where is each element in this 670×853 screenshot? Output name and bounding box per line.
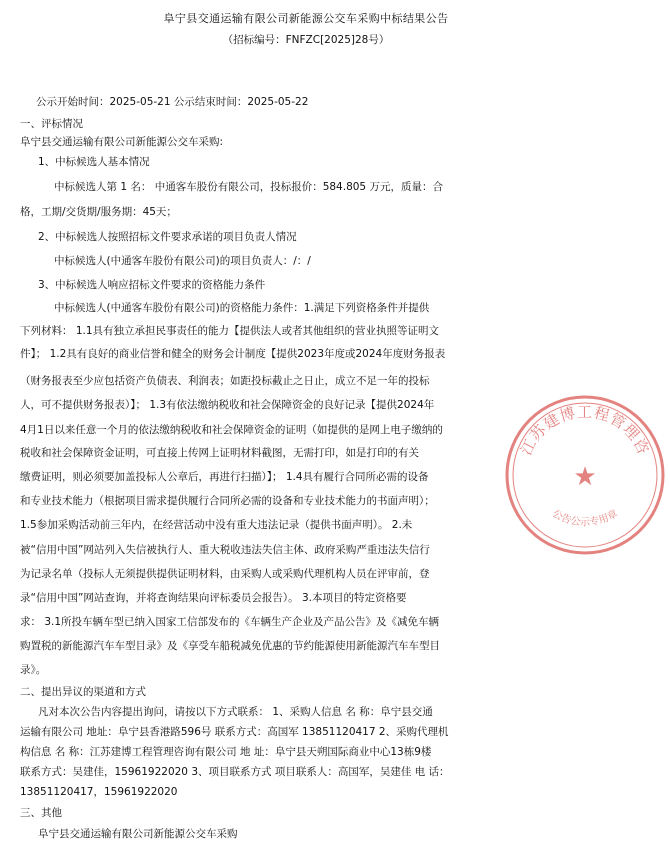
section-1-heading: 一、评标情况 [20,118,83,130]
publish-dates: 公示开始时间：2025-05-21 公示结束时间：2025-05-22 [36,96,309,108]
paragraph-line: 人，可不提供财务报表）】； 1.3有依法缴纳税收和社会保障资金的良好记录【提供2024年 [20,399,435,411]
paragraph-line: 格，工期/交货期/服务期：45天； [20,206,177,218]
seal-star-icon: ★ [573,462,597,492]
paragraph-line: 1.5参加采购活动前三年内，在经营活动中没有重大违法记录（提供书面声明）。 2.未 [20,519,413,531]
seal-bottom-text: 公告公示专用章 [550,508,620,529]
official-seal-stamp [500,390,670,560]
paragraph-line: 联系方式：吴建佳，15961922020 3、项目联系方式 项目联系人：高国军，吴建佳 电 话： [20,766,450,778]
paragraph-line: 录“信用中国”网站查询，并将查询结果向评标委员会报告）。 3.本项目的特定资格要 [20,592,407,604]
paragraph-line: 被“信用中国”网站列入失信被执行人、重大税收违法失信主体、政府采购严重违法失信行 [20,544,430,556]
paragraph-line: 4月1日以来任意一个月的依法缴纳税收和社会保障资金的证明（如提供的是网上电子缴纳的 [20,424,443,436]
paragraph-line: 缴费证明，则必须要加盖投标人公章后，再进行扫描）】； 1.4具有履行合同所必需的设备 [20,471,429,483]
paragraph-line: 构信息 名 称：江苏建博工程管理咨询有限公司 地 址：阜宁县天朔国际商业中心13栋9楼 [20,746,432,758]
subsection-1-3-heading: 3、中标候选人响应招标文件要求的资格能力条件 [38,279,266,291]
paragraph-line: 件】； 1.2具有良好的商业信誉和健全的财务会计制度【提供2023年度或2024年度财务报表 [20,348,446,360]
subsection-1-2-heading: 2、中标候选人按照招标文件要求承诺的项目负责人情况 [38,231,297,243]
notice-title: 阜宁县交通运输有限公司新能源公交车采购中标结果公告 [163,12,449,25]
paragraph-line: 阜宁县交通运输有限公司新能源公交车采购 [38,828,238,840]
paragraph-line: 和专业技术能力（根据项目需求提供履行合同所必需的设备和专业技术能力的书面声明）； [20,495,435,507]
paragraph-line: 为记录名单（投标人无须提供提供证明材料，由采购人或采购代理机构人员在评审前，登 [20,568,430,580]
paragraph-line: 运输有限公司 地址：阜宁县香港路596号 联系方式：高国军 13851120417 2、采购代理机 [20,726,449,738]
paragraph-line: 录》。 [20,664,47,676]
paragraph-line: 税收和社会保障资金证明，可直接上传网上证明材料截图，无需打印，如是打印的有关 [20,447,419,459]
paragraph-line: 中标候选人(中通客车股份有限公司)的资格能力条件：1.满足下列资格条件并提供 [54,302,430,314]
section-2-heading: 二、提出异议的渠道和方式 [20,686,146,698]
paragraph-line: （财务报表至少应包括资产负债表、利润表；如距投标截止之日止，成立不足一年的投标 [20,375,430,387]
paragraph-line: 中标候选人第 1 名： 中通客车股份有限公司，投标报价：584.805 万元，质量：合 [54,181,443,193]
paragraph-line: 凡对本次公告内容提出询问，请按以下方式联系： 1、采购人信息 名 称：阜宁县交通 [38,706,433,718]
paragraph-line: 求： 3.1所投车辆车型已纳入国家工信部发布的《车辆生产企业及产品公告》及《减免车辆 [20,616,440,628]
paragraph-line: 13851120417，15961922020 [20,786,178,798]
paragraph-line: 购置税的新能源汽车车型目录》及《享受车船税减免优惠的节约能源使用新能源汽车车型目 [20,640,440,652]
seal-top-text: 江苏建博工程管理咨 [517,403,653,459]
subsection-1-1-heading: 1、中标候选人基本情况 [38,156,150,168]
paragraph-line: 下列材料： 1.1具有独立承担民事责任的能力【提供法人或者其他组织的营业执照等证明文 [20,325,440,337]
section-1-intro: 阜宁县交通运输有限公司新能源公交车采购: [20,136,224,148]
section-3-heading: 三、其他 [20,807,62,819]
bid-number: （招标编号：FNFZC[2025]28号） [222,34,390,46]
paragraph-line: 中标候选人(中通客车股份有限公司)的项目负责人：/：/ [54,255,311,267]
